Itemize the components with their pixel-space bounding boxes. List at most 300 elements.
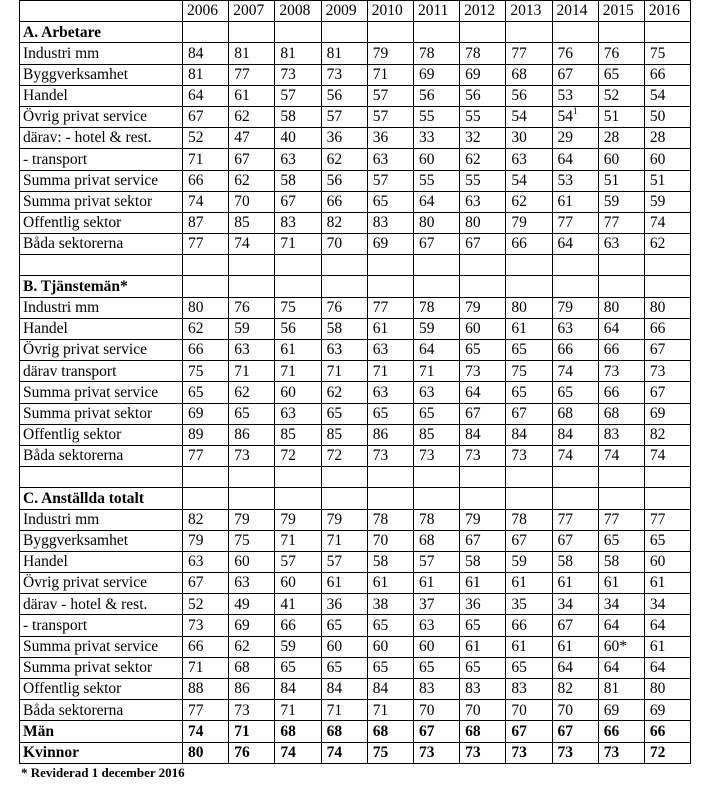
cell-value: 67: [234, 150, 250, 168]
cell-value: 82: [649, 426, 666, 444]
cell-value: 75: [511, 362, 527, 380]
value-cell: [229, 721, 275, 742]
spacer-cell: [644, 255, 690, 276]
row-label: därav: - hotel & rest.: [20, 128, 183, 149]
cell-value: 63: [418, 616, 435, 634]
cell-value: 72: [649, 743, 666, 761]
spacer-cell: [598, 255, 644, 276]
value-cell: [413, 361, 459, 382]
cell-value: 65: [326, 616, 343, 634]
cell-value: 83: [511, 680, 527, 698]
cell-value: 61: [557, 574, 573, 592]
cell-value: 78: [372, 510, 389, 528]
value-cell: [644, 403, 690, 424]
table-row: [20, 679, 691, 700]
cell-value: 70: [418, 701, 435, 719]
value-cell: [413, 149, 459, 170]
cell-value: 73: [603, 743, 620, 761]
value-cell: [229, 657, 275, 678]
value-cell: [506, 361, 552, 382]
empty-cell: [413, 22, 459, 43]
cell-value: 73: [465, 447, 481, 465]
table-row: [20, 445, 691, 466]
cell-value: 74: [649, 214, 666, 232]
value-cell: [552, 636, 598, 657]
cell-value: 67: [280, 193, 296, 211]
cell-value: 78: [465, 44, 481, 62]
cell-value: 58: [557, 553, 573, 571]
cell-value: 69: [234, 616, 250, 634]
value-cell: [506, 679, 552, 700]
cell-value: 60: [326, 637, 343, 655]
footnote: * Reviderad 1 december 2016: [21, 765, 185, 780]
value-cell: [644, 615, 690, 636]
value-cell: [275, 615, 321, 636]
value-cell: [552, 445, 598, 466]
cell-value: 85: [234, 214, 250, 232]
cell-value: 74: [557, 362, 573, 380]
cell-value: 32: [465, 129, 481, 147]
year-header: 2007: [229, 1, 275, 22]
value-cell: [598, 382, 644, 403]
year-header: 2009: [321, 1, 367, 22]
value-cell: [367, 340, 413, 361]
value-cell: [275, 679, 321, 700]
cell-value: 40: [280, 129, 296, 147]
spacer-row: [20, 255, 691, 276]
cell-value: 52: [188, 595, 204, 613]
value-cell: [183, 700, 229, 721]
table-row: [20, 43, 691, 64]
cell-value: 28: [649, 129, 666, 147]
footnote-marker: 1: [573, 106, 578, 117]
spacer-cell: [321, 467, 367, 488]
value-cell: [321, 657, 367, 678]
cell-value: 58: [326, 320, 343, 338]
value-cell: [413, 403, 459, 424]
cell-value: 67: [511, 404, 527, 422]
value-cell: [229, 382, 275, 403]
value-cell: [552, 573, 598, 594]
cell-value: 79: [465, 510, 481, 528]
cell-value: 73: [511, 743, 527, 761]
value-cell: [413, 615, 459, 636]
cell-value: 81: [234, 44, 250, 62]
value-cell: [644, 361, 690, 382]
table-row: [20, 340, 691, 361]
empty-cell: [460, 488, 506, 509]
cell-value: 61: [511, 637, 527, 655]
value-cell: [413, 424, 459, 445]
value-cell: [598, 445, 644, 466]
value-cell: [275, 361, 321, 382]
spacer-cell: [20, 467, 183, 488]
value-cell: [644, 297, 690, 318]
value-cell: [321, 551, 367, 572]
value-cell: [460, 234, 506, 255]
value-cell: [183, 615, 229, 636]
value-cell: [598, 700, 644, 721]
value-cell: [598, 234, 644, 255]
cell-value: 74: [557, 447, 573, 465]
cell-value: 68: [557, 404, 573, 422]
spacer-row: [20, 467, 691, 488]
cell-value: 69: [649, 701, 666, 719]
value-cell: [598, 318, 644, 339]
cell-value: 57: [418, 553, 435, 571]
cell-value: 63: [511, 150, 527, 168]
value-cell: [183, 149, 229, 170]
cell-value: 71: [372, 65, 389, 83]
value-cell: [229, 636, 275, 657]
value-cell: [275, 594, 321, 615]
value-cell: [367, 509, 413, 530]
cell-value: 83: [603, 426, 620, 444]
cell-value: 63: [280, 404, 296, 422]
row-label: Byggverksamhet: [20, 530, 183, 551]
value-cell: [413, 509, 459, 530]
value-cell: [460, 551, 506, 572]
cell-value: 77: [603, 510, 620, 528]
cell-value: 35: [511, 595, 527, 613]
cell-value: 63: [234, 574, 250, 592]
cell-value: 80: [649, 680, 666, 698]
cell-value: 36: [372, 129, 389, 147]
cell-value: 74: [188, 722, 204, 740]
value-cell: [367, 212, 413, 233]
value-cell: [183, 85, 229, 106]
value-cell: [367, 106, 413, 127]
value-cell: [552, 149, 598, 170]
empty-cell: [321, 276, 367, 297]
value-cell: [506, 43, 552, 64]
value-cell: [229, 318, 275, 339]
cell-value: 66: [649, 722, 666, 740]
empty-cell: [275, 276, 321, 297]
value-cell: [229, 128, 275, 149]
value-cell: [321, 297, 367, 318]
cell-value: 68: [418, 532, 435, 550]
year-header: 2014: [552, 1, 598, 22]
empty-cell: [229, 276, 275, 297]
empty-cell: [460, 22, 506, 43]
cell-value: 67: [557, 616, 573, 634]
value-cell: [460, 594, 506, 615]
value-cell: [183, 509, 229, 530]
value-cell: [460, 43, 506, 64]
cell-value: 55: [465, 108, 481, 126]
cell-value: 74: [188, 193, 204, 211]
cell-value: 70: [372, 532, 389, 550]
table-row: [20, 85, 691, 106]
row-label: Summa privat service: [20, 170, 183, 191]
value-cell: [183, 445, 229, 466]
value-cell: [183, 64, 229, 85]
value-cell: [460, 318, 506, 339]
cell-value: 66: [649, 65, 666, 83]
year-header: 2012: [460, 1, 506, 22]
row-label: Industri mm: [20, 43, 183, 64]
empty-cell: [275, 488, 321, 509]
value-cell: [183, 212, 229, 233]
cell-value: 65: [557, 383, 573, 401]
cell-value: 67: [649, 383, 666, 401]
cell-value: 60: [603, 150, 620, 168]
value-cell: [506, 530, 552, 551]
cell-value: 71: [188, 150, 204, 168]
value-cell: [644, 340, 690, 361]
cell-value: 77: [511, 44, 527, 62]
cell-value: 73: [326, 65, 343, 83]
cell-value: 66: [603, 341, 620, 359]
cell-value: 34: [603, 595, 620, 613]
value-cell: [229, 212, 275, 233]
row-label: Övrig privat service: [20, 340, 183, 361]
cell-value: 83: [418, 680, 435, 698]
value-cell: [506, 700, 552, 721]
cell-value: 77: [188, 701, 204, 719]
value-cell: [552, 106, 598, 127]
cell-value: 64: [188, 87, 204, 105]
row-label: Summa privat sektor: [20, 403, 183, 424]
cell-value: 55: [465, 171, 481, 189]
value-cell: [367, 615, 413, 636]
table-row: [20, 403, 691, 424]
year-header: 2016: [644, 1, 690, 22]
cell-value: 82: [188, 510, 204, 528]
value-cell: [552, 679, 598, 700]
value-cell: [229, 234, 275, 255]
cell-value: 71: [188, 659, 204, 677]
row-label: Övrig privat service: [20, 106, 183, 127]
value-cell: [506, 170, 552, 191]
cell-value: 73: [280, 65, 296, 83]
value-cell: [367, 445, 413, 466]
cell-value: 88: [188, 680, 204, 698]
empty-cell: [367, 276, 413, 297]
value-cell: [275, 85, 321, 106]
value-cell: [321, 403, 367, 424]
value-cell: [552, 170, 598, 191]
value-cell: [321, 128, 367, 149]
cell-value: 84: [557, 426, 573, 444]
value-cell: [229, 551, 275, 572]
value-cell: [506, 509, 552, 530]
value-cell: [644, 170, 690, 191]
section-title-row: [20, 488, 691, 509]
value-cell: [321, 64, 367, 85]
value-cell: [413, 191, 459, 212]
cell-value: 59: [511, 553, 527, 571]
cell-value: 62: [326, 150, 343, 168]
cell-value: 47: [234, 129, 250, 147]
cell-value: 85: [280, 426, 296, 444]
value-cell: [321, 340, 367, 361]
cell-value: 64: [465, 383, 481, 401]
value-cell: [183, 721, 229, 742]
cell-value: 56: [418, 87, 435, 105]
value-cell: [321, 424, 367, 445]
cell-value: 79: [372, 44, 389, 62]
value-cell: [275, 721, 321, 742]
cell-value: 62: [234, 637, 250, 655]
value-cell: [413, 742, 459, 763]
value-cell: [229, 445, 275, 466]
value-cell: [598, 721, 644, 742]
value-cell: [644, 679, 690, 700]
cell-value: 77: [649, 510, 666, 528]
cell-value: 73: [465, 743, 481, 761]
value-cell: [598, 212, 644, 233]
cell-value: 73: [418, 743, 435, 761]
value-cell: [598, 742, 644, 763]
cell-value: 62: [649, 235, 666, 253]
cell-value: 28: [603, 129, 620, 147]
value-cell: [644, 43, 690, 64]
cell-value: 87: [188, 214, 204, 232]
value-cell: [367, 170, 413, 191]
cell-value: 61: [511, 320, 527, 338]
value-cell: [229, 403, 275, 424]
cell-value: 69: [649, 404, 666, 422]
cell-value: 76: [234, 298, 250, 316]
value-cell: [460, 530, 506, 551]
empty-cell: [552, 488, 598, 509]
value-cell: [367, 594, 413, 615]
value-cell: [321, 149, 367, 170]
value-cell: [506, 657, 552, 678]
value-cell: [460, 509, 506, 530]
spacer-cell: [321, 255, 367, 276]
cell-value: 69: [372, 235, 389, 253]
cell-value: 30: [511, 129, 527, 147]
value-cell: [413, 551, 459, 572]
cell-value: 60: [372, 637, 389, 655]
value-cell: [460, 679, 506, 700]
value-cell: [552, 85, 598, 106]
value-cell: [598, 551, 644, 572]
cell-value: 51: [649, 171, 666, 189]
year-header: 2006: [183, 1, 229, 22]
cell-value: 66: [511, 616, 527, 634]
value-cell: [598, 340, 644, 361]
value-cell: [275, 234, 321, 255]
value-cell: [183, 679, 229, 700]
cell-value: 56: [326, 171, 343, 189]
value-cell: [275, 509, 321, 530]
value-cell: [321, 85, 367, 106]
value-cell: [275, 403, 321, 424]
row-label: Båda sektorerna: [20, 234, 183, 255]
cell-value: 70: [557, 701, 573, 719]
year-header: 2015: [598, 1, 644, 22]
value-cell: [644, 85, 690, 106]
cell-value: 64: [557, 150, 573, 168]
value-cell: [367, 700, 413, 721]
cell-value: 61: [557, 193, 573, 211]
cell-value: 66: [188, 341, 204, 359]
cell-value: 61: [280, 341, 296, 359]
cell-value: 77: [557, 214, 573, 232]
cell-value: 84: [326, 680, 343, 698]
value-cell: [460, 700, 506, 721]
value-cell: [367, 721, 413, 742]
value-cell: [598, 509, 644, 530]
cell-value: 75: [280, 298, 296, 316]
cell-value: 76: [234, 743, 250, 761]
empty-cell: [413, 488, 459, 509]
value-cell: [229, 742, 275, 763]
cell-value: 63: [372, 150, 389, 168]
value-cell: [552, 509, 598, 530]
value-cell: [275, 657, 321, 678]
value-cell: [644, 445, 690, 466]
section-title: A. Arbetare: [20, 22, 183, 43]
cell-value: 78: [511, 510, 527, 528]
value-cell: [229, 106, 275, 127]
empty-cell: [552, 22, 598, 43]
cell-value: 66: [188, 171, 204, 189]
value-cell: [183, 403, 229, 424]
cell-value: 60: [649, 553, 666, 571]
value-cell: [321, 445, 367, 466]
value-cell: [275, 424, 321, 445]
value-cell: [413, 340, 459, 361]
cell-value: 59: [418, 320, 435, 338]
row-label: Handel: [20, 551, 183, 572]
cell-value: 71: [326, 532, 343, 550]
value-cell: [598, 106, 644, 127]
empty-cell: [598, 488, 644, 509]
value-cell: [644, 551, 690, 572]
cell-value: 65: [280, 659, 296, 677]
value-cell: [413, 530, 459, 551]
value-cell: [506, 403, 552, 424]
table-row: [20, 170, 691, 191]
value-cell: [506, 721, 552, 742]
value-cell: [229, 530, 275, 551]
cell-value: 54: [649, 87, 666, 105]
value-cell: [598, 424, 644, 445]
cell-value: 81: [280, 44, 296, 62]
value-cell: [598, 85, 644, 106]
cell-value: 75: [234, 532, 250, 550]
value-cell: [460, 85, 506, 106]
value-cell: [552, 297, 598, 318]
empty-cell: [598, 276, 644, 297]
value-cell: [506, 64, 552, 85]
cell-value: 65: [326, 404, 343, 422]
table-row: [20, 106, 691, 127]
cell-value: 52: [603, 87, 620, 105]
value-cell: [552, 340, 598, 361]
value-cell: [506, 573, 552, 594]
section-title: B. Tjänstemän*: [20, 276, 183, 297]
cell-value: 80: [188, 743, 204, 761]
row-label: därav - hotel & rest.: [20, 594, 183, 615]
cell-value: 84: [372, 680, 389, 698]
cell-value: 59: [234, 320, 250, 338]
cell-value: 81: [603, 680, 620, 698]
value-cell: [598, 403, 644, 424]
cell-value: 62: [234, 383, 250, 401]
cell-value: 71: [234, 362, 250, 380]
value-cell: [275, 212, 321, 233]
cell-value: 70: [326, 235, 343, 253]
empty-cell: [506, 276, 552, 297]
value-cell: [183, 636, 229, 657]
value-cell: [506, 742, 552, 763]
